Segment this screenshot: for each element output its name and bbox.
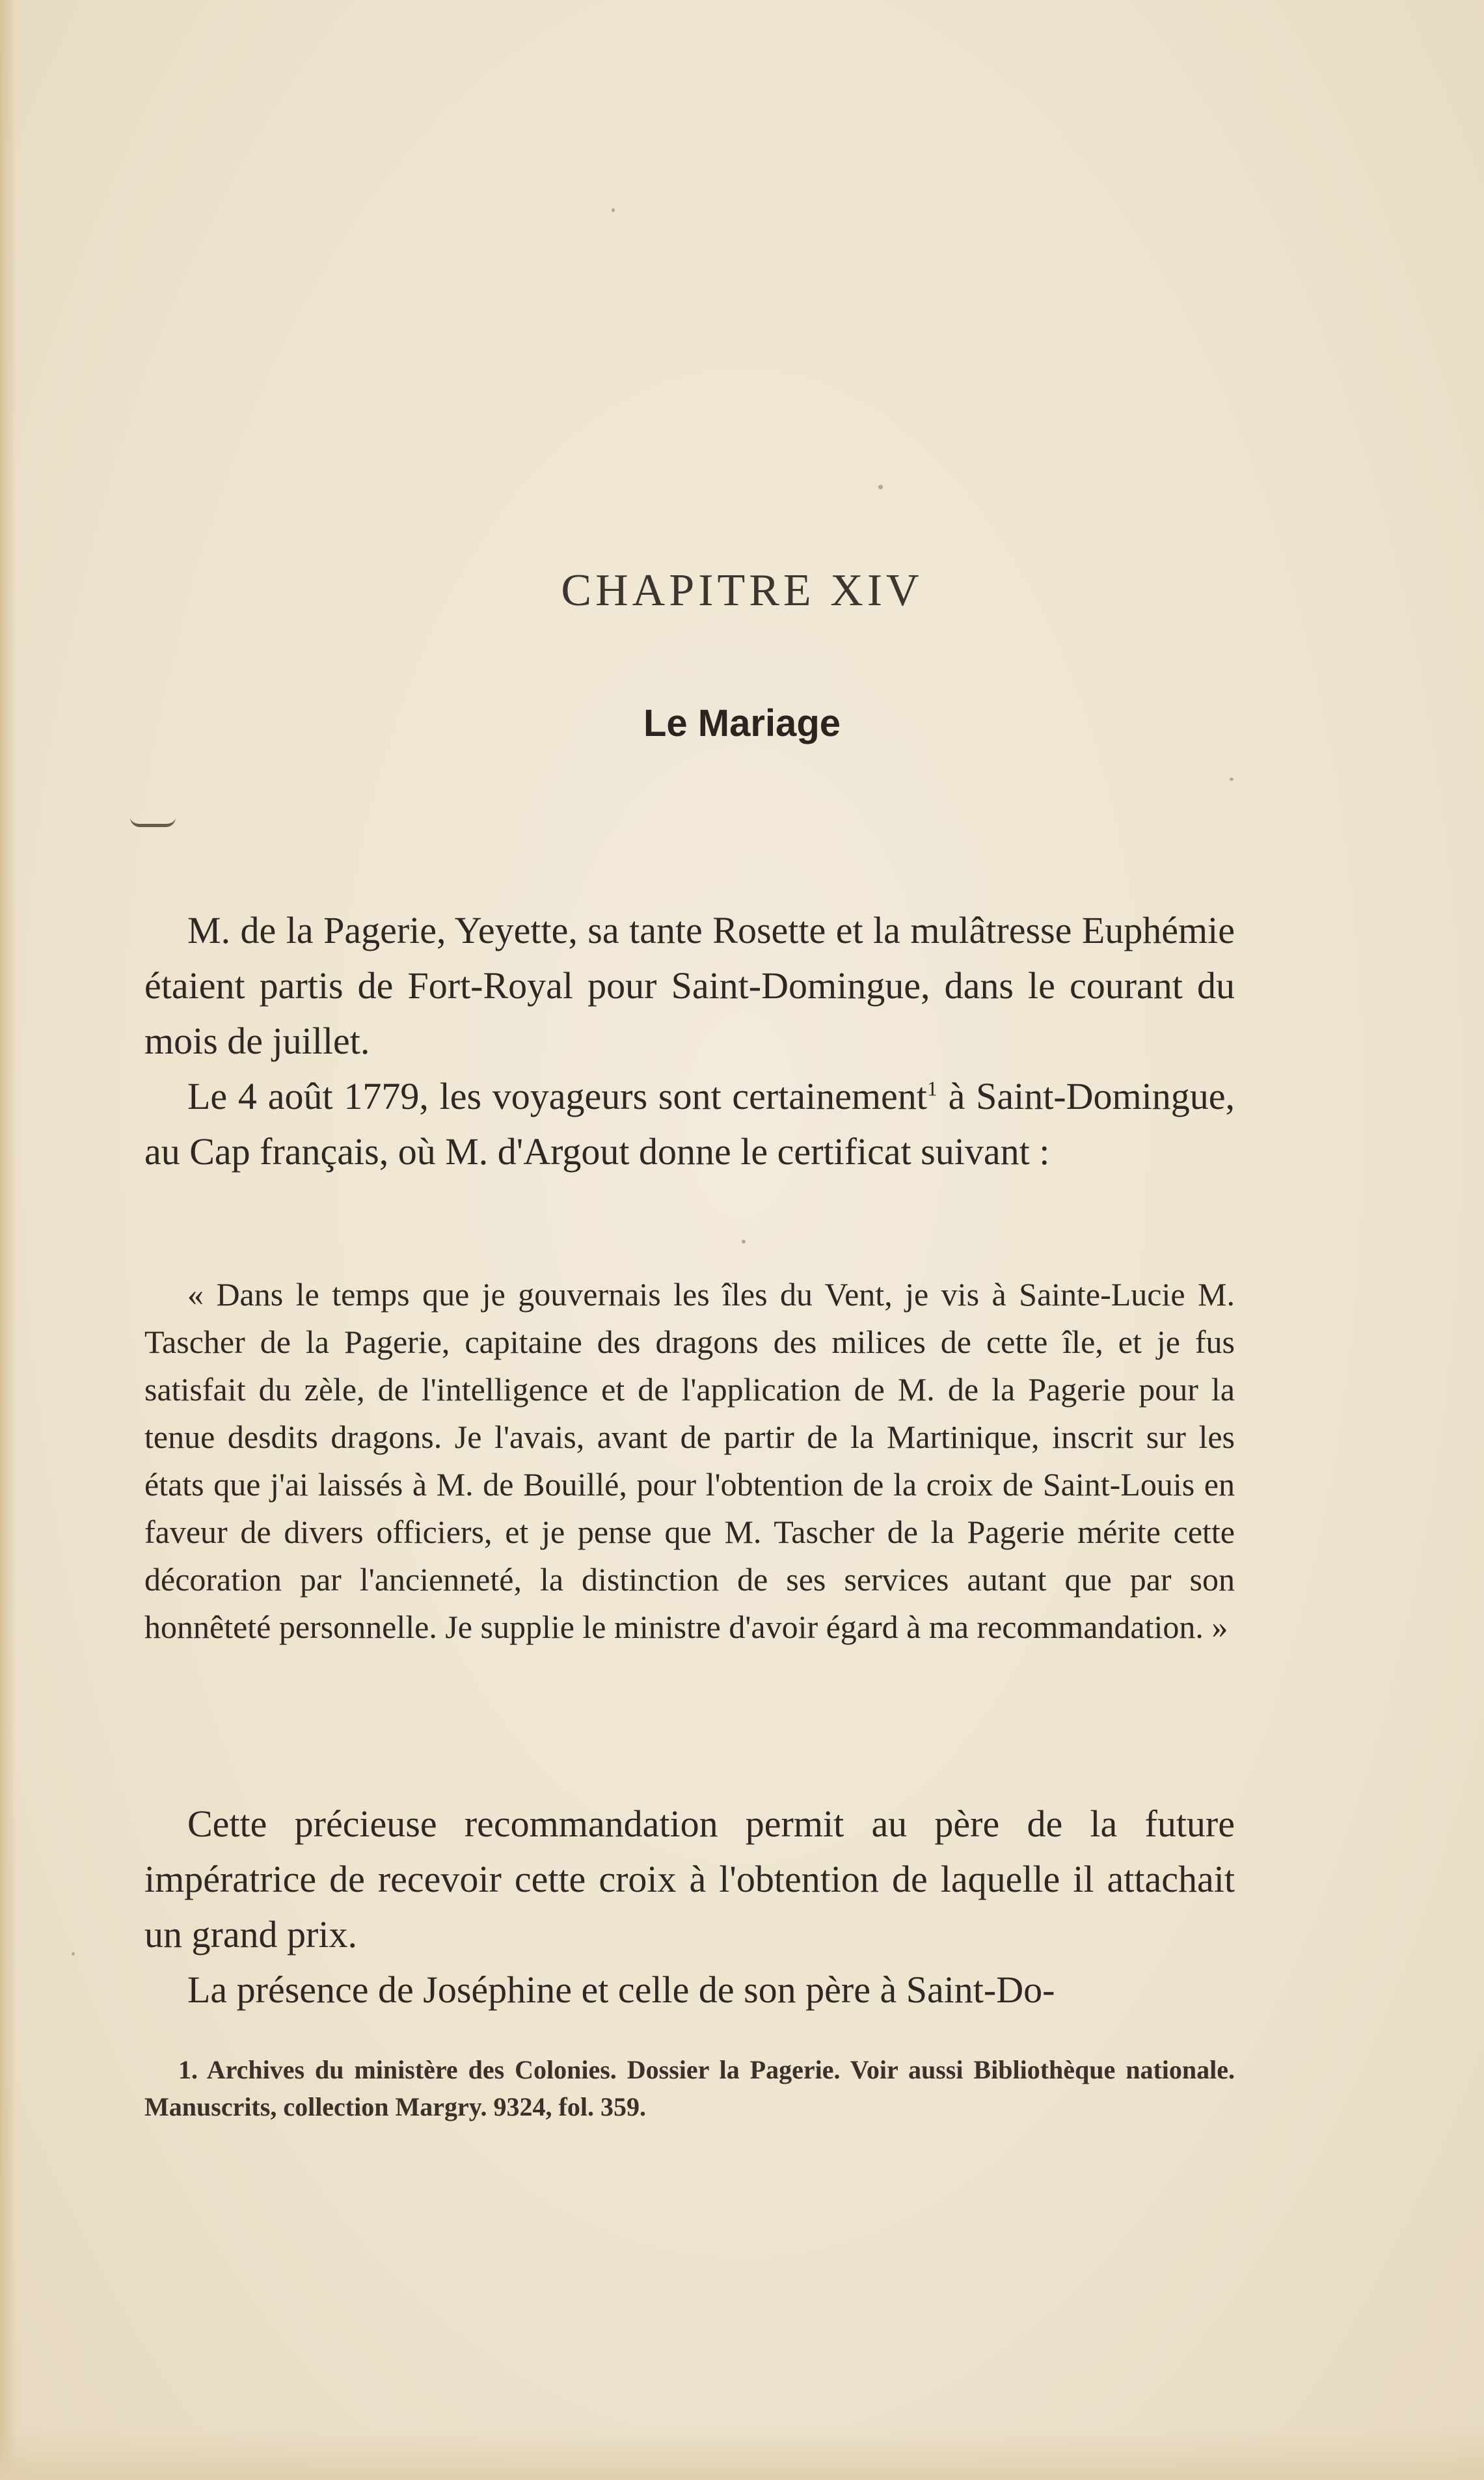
paragraph-arrival [144,1069,1235,1179]
page-edge-shadow [0,0,17,2480]
footnote: 1. Archives du ministère des Colonies. Dossier la Pagerie. Voir aussi Bibliothèque nationale. Manuscrits, collection Margry. 9324, fol. 359. [144,2055,1235,2121]
paper-speck [612,208,615,212]
paper-speck [72,1952,75,1955]
footnote-reference: 1 [926,1077,938,1100]
paper-speck [742,1240,746,1244]
paragraph-recommendation: Cette précieuse recommandation permit au père de la future impératrice de recevoir cette croix à l'obtention de laquelle il attachait un grand prix. [144,1803,1235,1955]
paragraph-presence: La présence de Joséphine et celle de son père à Saint-Do- [187,1969,1055,2011]
paragraph-arrival-text-end: à Saint-Domingue, au Cap français, où M. d'Argout donne le certificat suivant : [144,1075,1235,1173]
paper-speck [878,485,883,489]
paragraph-departure: M. de la Pagerie, Yeyette, sa tante Rosette et la mulâtresse Euphémie étaient partis de Fort-Royal pour Saint-Domingue, dans le courant du mois de juillet. [144,909,1235,1062]
paper-speck [1230,778,1234,781]
chapter-title: Le Mariage [643,702,841,744]
paragraph-arrival-text: Le 4 août 1779, les voyageurs sont certainement [187,1075,927,1117]
page-bottom-shadow [0,2428,1484,2480]
quoted-certificate: « Dans le temps que je gouvernais les îles du Vent, je vis à Sainte-Lucie M. Tascher de la Pagerie, capitaine des dragons des milices de cette île, et je fus satisfait du zèle, de l'intelligence et de l'application de M. de la Pagerie pour la tenue desdits dragons. Je l'avais, avant de partir de la Martinique, inscrit sur les états que j'ai laissés à M. de Bouillé, pour l'obtention de la croix de Saint-Louis en faveur de divers officiers, et je pense que M. Tascher de la Pagerie mérite cette décoration par l'ancienneté, la distinction de ses services autant que par son honnêteté personnelle. Je supplie le ministre d'avoir égard à ma recommandation. » [144,1276,1235,1645]
chapter-heading: CHAPITRE XIV [561,565,923,616]
margin-mark [130,817,176,827]
